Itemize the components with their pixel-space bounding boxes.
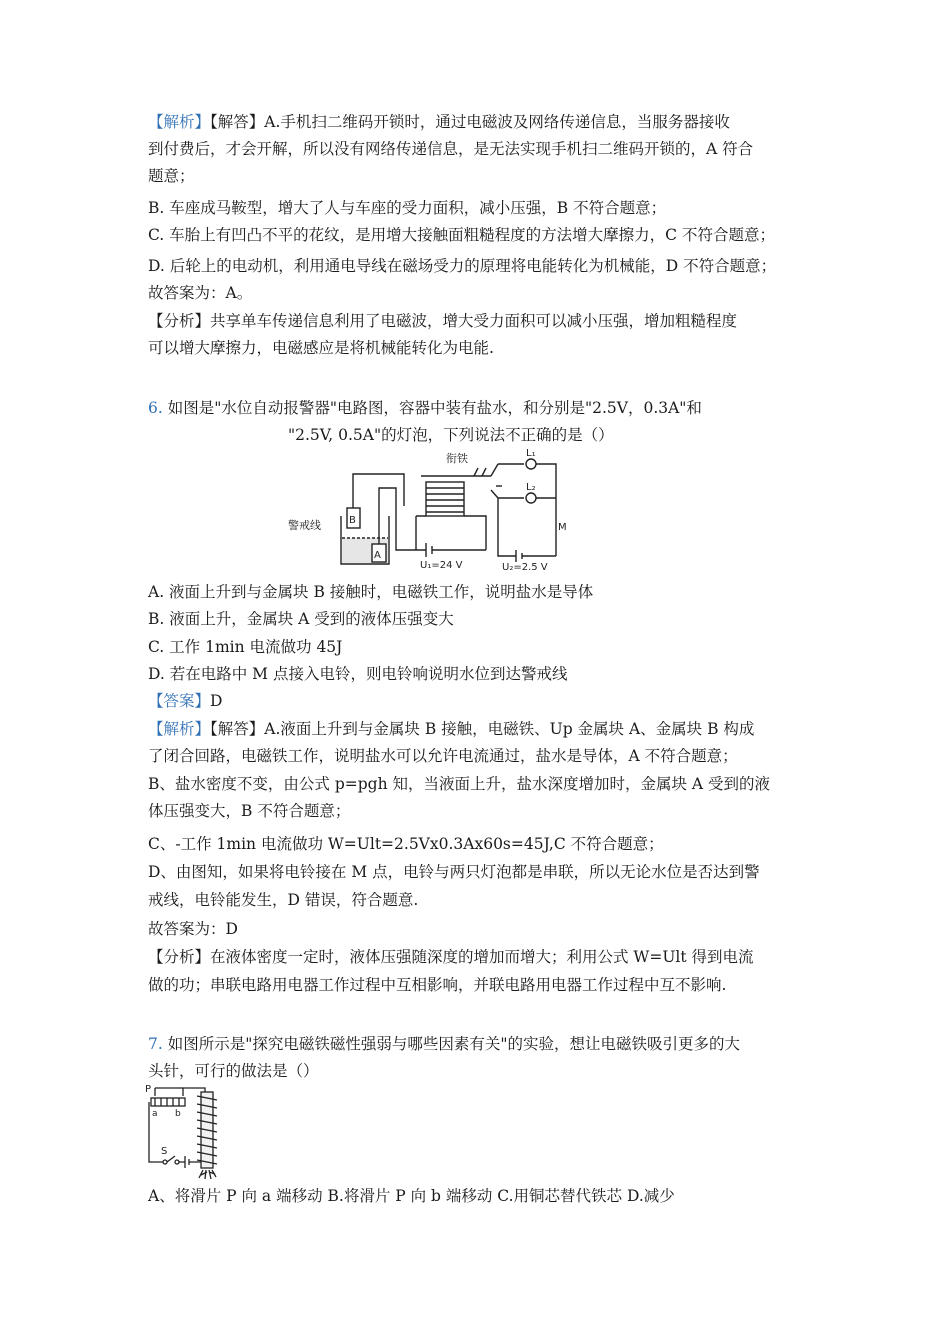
q5-line-5: C. 车胎上有凹凸不平的花纹，是用增大接触面粗糙程度的方法增大摩擦力，C 不符合题意； <box>148 226 775 244</box>
q6-number: 6. <box>148 399 163 417</box>
q5-line-4: B. 车座成马鞍型，增大了人与车座的受力面积，减小压强，B 不符合题意； <box>148 199 667 217</box>
voltage-u2-label: U₂=2.5 V <box>502 562 548 572</box>
q5-line-3: 题意； <box>148 167 195 185</box>
q7-stem-text: 如图所示是"探究电磁铁磁性强弱与哪些因素有关"的实验，想让电磁铁吸引更多的大 <box>162 1035 740 1053</box>
electromagnet-experiment-figure <box>143 1080 233 1180</box>
q5-line-6: D. 后轮上的电动机，利用通电导线在磁场受力的原理将电能转化为机械能，D 不符合题意； <box>148 257 777 275</box>
q6-answer-tag: 【答案】 <box>148 692 211 710</box>
q6-final-answer: 故答案为：D <box>148 920 238 938</box>
q6-option-b: B. 液面上升，金属块 A 受到的液体压强变大 <box>148 610 454 628</box>
q7-number: 7. <box>148 1035 163 1053</box>
q6-summary-line-1: 【分析】在液体密度一定时，液体压强随深度的增加而增大；利用公式 W=Ult 得到电流 <box>148 948 754 966</box>
q6-analysis-line-7: 戒线，电铃能发生，D 错误，符合题意. <box>148 891 419 909</box>
q6-analysis-line-6: D、由图知，如果将电铃接在 M 点，电铃与两只灯泡都是串联，所以无论水位是否达到警 <box>148 863 760 881</box>
point-m-label: M <box>558 522 567 533</box>
q7-stem-line-2: 头针，可行的做法是（） <box>148 1062 319 1080</box>
q5-analysis-summary-2: 可以增大摩擦力，电磁感应是将机械能转化为电能. <box>148 339 494 357</box>
q6-analysis-tag: 【解析】 <box>148 720 211 738</box>
voltage-u1-label: U₁=24 V <box>420 560 463 571</box>
q6-solution-text: 【解答】A.液面上升到与金属块 B 接触，电磁铁、Up 金属块 A、金属块 B 构成 <box>210 720 755 738</box>
terminal-b-label: b <box>175 1109 181 1119</box>
q5-analysis-summary-1: 【分析】共享单车传递信息利用了电磁波，增大受力面积可以减小压强，增加粗糙程度 <box>148 312 738 330</box>
armature-label: 衔铁 <box>446 452 468 465</box>
q7-stem-line-1 <box>148 1034 740 1054</box>
q6-stem-line-2: "2.5V, 0.5A"的灯泡，下列说法不正确的是（） <box>288 426 614 444</box>
q5-analysis-line-1 <box>148 112 730 132</box>
block-b-label: B <box>349 515 356 526</box>
q6-analysis-line-1 <box>148 719 754 739</box>
terminal-a-label: a <box>152 1109 158 1119</box>
q6-summary-line-2: 做的功；串联电路用电器工作过程中互相影响，并联电路用电器工作过程中互不影响. <box>148 976 727 994</box>
q6-analysis-line-2: 了闭合回路，电磁铁工作，说明盐水可以允许电流通过，盐水是导体，A 不符合题意； <box>148 747 738 765</box>
water-level-alarm-circuit-figure <box>286 446 568 572</box>
slider-p-label: P <box>145 1084 152 1095</box>
q6-option-c: C. 工作 1min 电流做功 45J <box>148 638 343 656</box>
q5-line-7: 故答案为：A。 <box>148 284 253 302</box>
q6-option-d: D. 若在电路中 M 点接入电铃，则电铃响说明水位到达警戒线 <box>148 665 568 683</box>
q6-answer-line <box>148 691 222 711</box>
q6-option-a: A. 液面上升到与金属块 B 接触时，电磁铁工作，说明盐水是导体 <box>148 583 594 601</box>
block-a-label: A <box>374 550 381 561</box>
lamp-l1-label: L₁ <box>526 448 536 459</box>
q6-stem-text: 如图是"水位自动报警器"电路图，容器中装有盐水，和分别是"2.5V，0.3A"和 <box>162 399 702 417</box>
q6-analysis-line-5: C、-工作 1min 电流做功 W=Ult=2.5Vx0.3Ax60s=45J,C 不符合题意； <box>148 835 664 853</box>
q7-options: A、将滑片 P 向 a 端移动 B.将滑片 P 向 b 端移动 C.用铜芯替代铁芯 D.减少 <box>148 1187 675 1205</box>
q5-line-2: 到付费后，才会开解，所以没有网络传递信息，是无法实现手机扫二维码开锁的，A 符合 <box>148 140 754 158</box>
switch-s-label: S <box>161 1146 168 1157</box>
q6-answer-value: D <box>210 692 223 710</box>
q6-stem-line-1 <box>148 398 702 418</box>
q6-analysis-line-3: B、盐水密度不变，由公式 p=pgh 知，当液面上升，盐水深度增加时，金属块 A 受到的液 <box>148 775 771 793</box>
q6-analysis-line-4: 体压强变大，B 不符合题意； <box>148 802 351 820</box>
lamp-l2-label: L₂ <box>526 482 536 493</box>
q5-solution-text: 【解答】A.手机扫二维码开锁时，通过电磁波及网络传递信息，当服务器接收 <box>210 113 730 131</box>
warning-line-label: 警戒线 <box>288 519 321 532</box>
q5-analysis-tag: 【解析】 <box>148 113 211 131</box>
